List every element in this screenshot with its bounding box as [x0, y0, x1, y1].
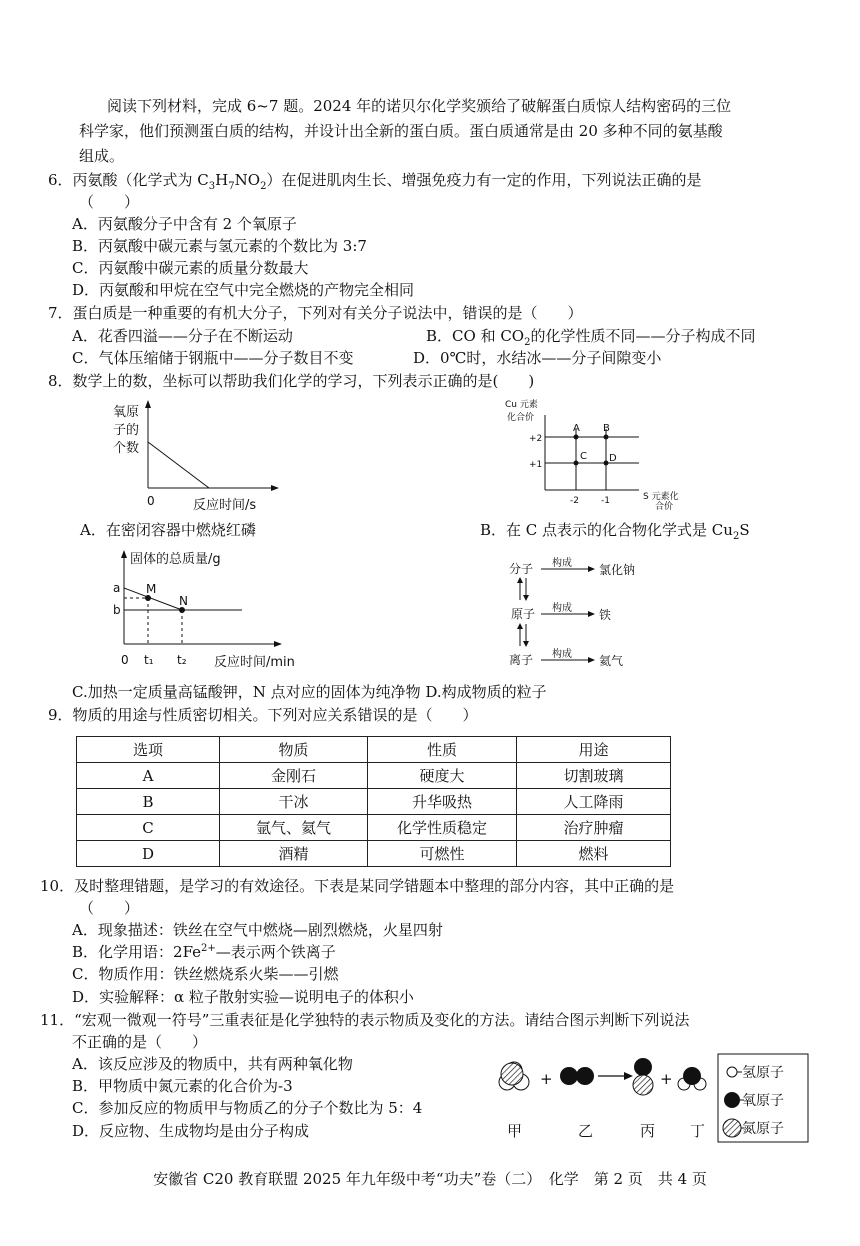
q9-properties-table — [76, 736, 671, 867]
label-yi: 乙 — [578, 1122, 594, 1140]
table-cell: C — [77, 815, 220, 841]
figure-c-origin: 0 — [121, 653, 129, 667]
q7-option-a: A．花香四溢——分子在不断运动 — [72, 327, 293, 345]
q7-stem: 7．蛋白质是一种重要的有机大分子，下列对有关分子说法中，错误的是（ ） — [48, 304, 583, 322]
figure-d-fe: 铁 — [599, 608, 612, 622]
table-cell: A — [77, 763, 220, 789]
q10-option-c: C．物质作用：铁丝燃烧系火柴——引燃 — [72, 965, 339, 983]
q6-option-a: A．丙氨酸分子中含有 2 个氧原子 — [72, 215, 297, 233]
q10-option-b: B．化学用语：$2Fe^{2+}—$表示两个铁离子 — [72, 943, 336, 961]
figure-d-particles-diagram — [505, 552, 665, 674]
figure-a-xlabel: 反应时间/s — [193, 498, 257, 513]
molecule-jia-icon — [499, 1062, 529, 1090]
page-footer: 安徽省 C20 教育联盟 2025 年九年级中考“功夫”卷（二） 化学 第 2 页 共 4 页 — [153, 1170, 707, 1188]
intro-line-2: 科学家，他们预测蛋白质的结构，并设计出全新的蛋白质。蛋白质通常是由 20 多种不同的氨基酸 — [79, 122, 723, 140]
legend-hydrogen: 氢原子 — [742, 1065, 784, 1081]
intro-line-3: 组成。 — [79, 147, 125, 165]
label-bing: 丙 — [640, 1122, 656, 1140]
q8-options-cd: C.加热一定质量高锰酸钾，N 点对应的固体为纯净物 D.构成物质的粒子 — [72, 683, 547, 701]
figure-b-tick-p1: +1 — [529, 460, 543, 470]
label-ding: 丁 — [690, 1122, 706, 1140]
molecule-ding-icon — [678, 1067, 706, 1090]
figure-b-point-d: D — [609, 453, 617, 464]
q10-stem: 10．及时整理错题，是学习的有效途径。下表是某同学错题本中整理的部分内容，其中正确的是 — [40, 877, 675, 895]
figure-d-nacl: 氯化钠 — [599, 563, 636, 577]
table-header-cell: 性质 — [368, 737, 517, 763]
table-cell: 可燃性 — [368, 841, 517, 867]
molecule-yi-icon — [560, 1067, 594, 1085]
figure-c-point-n: N — [179, 594, 188, 608]
q10-answer-paren: （ ） — [79, 899, 140, 917]
table-row — [77, 841, 671, 867]
figure-b-tick-p2: +2 — [529, 434, 543, 444]
q8-option-a: A．在密闭容器中燃烧红磷 — [80, 521, 256, 539]
table-row — [77, 815, 671, 841]
table-cell: 酒精 — [220, 841, 368, 867]
table-header-row — [77, 737, 671, 763]
figure-c-point-m: M — [146, 582, 157, 596]
figure-b-ylabel-2: 化合价 — [507, 413, 535, 423]
figure-a-oxygen-atoms-graph — [105, 398, 295, 518]
plus-sign: + — [660, 1070, 673, 1088]
figure-b-xlabel-1: S 元素化 — [643, 492, 679, 502]
figure-c-t2: t₂ — [177, 653, 187, 667]
q6-option-b: B．丙氨酸中碳元素与氢元素的个数比为 3:7 — [72, 237, 367, 255]
figure-d-he: 氦气 — [599, 654, 624, 668]
figure-c-mass-graph — [110, 546, 310, 674]
table-row — [77, 763, 671, 789]
figure-d-ion: 离子 — [509, 653, 534, 667]
legend-nitrogen: 氮原子 — [742, 1121, 784, 1137]
figure-b-ylabel-1: Cu 元素 — [505, 400, 538, 410]
figure-b-point-b: B — [603, 423, 610, 434]
figure-d-atom: 原子 — [511, 607, 536, 621]
q11-option-a: A．该反应涉及的物质中，共有两种氧化物 — [72, 1055, 353, 1073]
oxygen-atom-icon — [724, 1092, 740, 1108]
q6-answer-paren: （ ） — [79, 193, 140, 211]
q7-option-c: C．气体压缩储于钢瓶中——分子数目不变 — [72, 349, 354, 367]
q11-reaction-diagram — [490, 1052, 815, 1148]
table-cell: 治疗肿瘤 — [517, 815, 671, 841]
table-cell: 升华吸热 — [368, 789, 517, 815]
table-cell: 燃料 — [517, 841, 671, 867]
table-header-cell: 物质 — [220, 737, 368, 763]
q6-stem: 6．丙氨酸（化学式为 $C_3H_7NO_2$）在促进肌肉生长、增强免疫力有一定的作用，下列说法正确的是 — [48, 171, 702, 192]
table-cell: 人工降雨 — [517, 789, 671, 815]
figure-c-label-b: b — [113, 603, 121, 617]
figure-b-xlabel-2: 合价 — [655, 502, 674, 510]
figure-d-make-1: 构成 — [552, 558, 572, 569]
figure-c-xlabel: 反应时间/min — [214, 655, 295, 670]
q6-option-d: D．丙氨酸和甲烷在空气中完全燃烧的产物完全相同 — [72, 281, 415, 299]
q10-option-a: A．现象描述：铁丝在空气中燃烧—剧烈燃烧，火星四射 — [72, 921, 443, 939]
plus-sign: + — [540, 1070, 553, 1088]
q11-option-c: C．参加反应的物质甲与物质乙的分子个数比为 5：4 — [72, 1099, 423, 1117]
table-cell: 硬度大 — [368, 763, 517, 789]
figure-c-ylabel: 固体的总质量/g — [130, 552, 221, 567]
figure-a-ylabel-3: 个数 — [113, 441, 140, 456]
molecule-bing-icon — [633, 1058, 653, 1095]
figure-b-tick-m1: -1 — [601, 496, 610, 506]
hydrogen-atom-icon — [727, 1067, 737, 1077]
figure-d-make-2: 构成 — [552, 603, 572, 614]
q11-option-d: D．反应物、生成物均是由分子构成 — [72, 1122, 310, 1140]
q9-stem: 9．物质的用途与性质密切相关。下列对应关系错误的是（ ） — [48, 706, 478, 724]
figure-b-valence-graph — [495, 395, 710, 510]
table-cell: D — [77, 841, 220, 867]
table-cell: 金刚石 — [220, 763, 368, 789]
figure-c-t1: t₁ — [144, 653, 154, 667]
figure-b-point-c: C — [580, 451, 587, 462]
figure-a-ylabel-1: 氧原 — [113, 405, 140, 420]
label-jia: 甲 — [507, 1122, 523, 1140]
table-cell: 化学性质稳定 — [368, 815, 517, 841]
nitrogen-atom-icon — [723, 1119, 741, 1137]
legend-oxygen: 氧原子 — [742, 1093, 784, 1109]
figure-b-point-a: A — [573, 423, 580, 434]
q7-option-d: D．0℃时，水结冰——分子间隙变小 — [413, 349, 662, 367]
figure-b-tick-m2: -2 — [570, 496, 579, 506]
table-row — [77, 789, 671, 815]
table-cell: B — [77, 789, 220, 815]
q11-option-b: B．甲物质中氮元素的化合价为-3 — [72, 1077, 293, 1095]
q8-option-b: B．在 C 点表示的化合物化学式是 $Cu_2S$ — [480, 521, 750, 542]
q11-stem-line-1: 11．“宏观一微观一符号”三重表征是化学独特的表示物质及变化的方法。请结合图示判断下列说法 — [40, 1011, 690, 1029]
figure-a-origin: 0 — [147, 494, 155, 508]
figure-a-ylabel-2: 子的 — [113, 423, 140, 438]
q6-option-c: C．丙氨酸中碳元素的质量分数最大 — [72, 259, 309, 277]
q10-option-d: D．实验解释：α 粒子散射实验—说明电子的体积小 — [72, 988, 414, 1006]
table-header-cell: 用途 — [517, 737, 671, 763]
q8-stem: 8．数学上的数，坐标可以帮助我们化学的学习，下列表示正确的是( ) — [48, 372, 535, 390]
table-header-cell: 选项 — [77, 737, 220, 763]
q11-stem-line-2: 不正确的是（ ） — [72, 1033, 208, 1051]
figure-c-label-a: a — [113, 581, 121, 595]
figure-d-molecule: 分子 — [509, 562, 534, 576]
table-cell: 干冰 — [220, 789, 368, 815]
intro-line-1: 阅读下列材料，完成 6~7 题。2024 年的诺贝尔化学奖颁给了破解蛋白质惊人结构密码的三位 — [107, 97, 732, 115]
table-cell: 氩气、氦气 — [220, 815, 368, 841]
figure-d-make-3: 构成 — [552, 649, 572, 660]
table-cell: 切割玻璃 — [517, 763, 671, 789]
q7-option-b: B．CO 和 $CO_2$的化学性质不同——分子构成不同 — [426, 327, 756, 348]
